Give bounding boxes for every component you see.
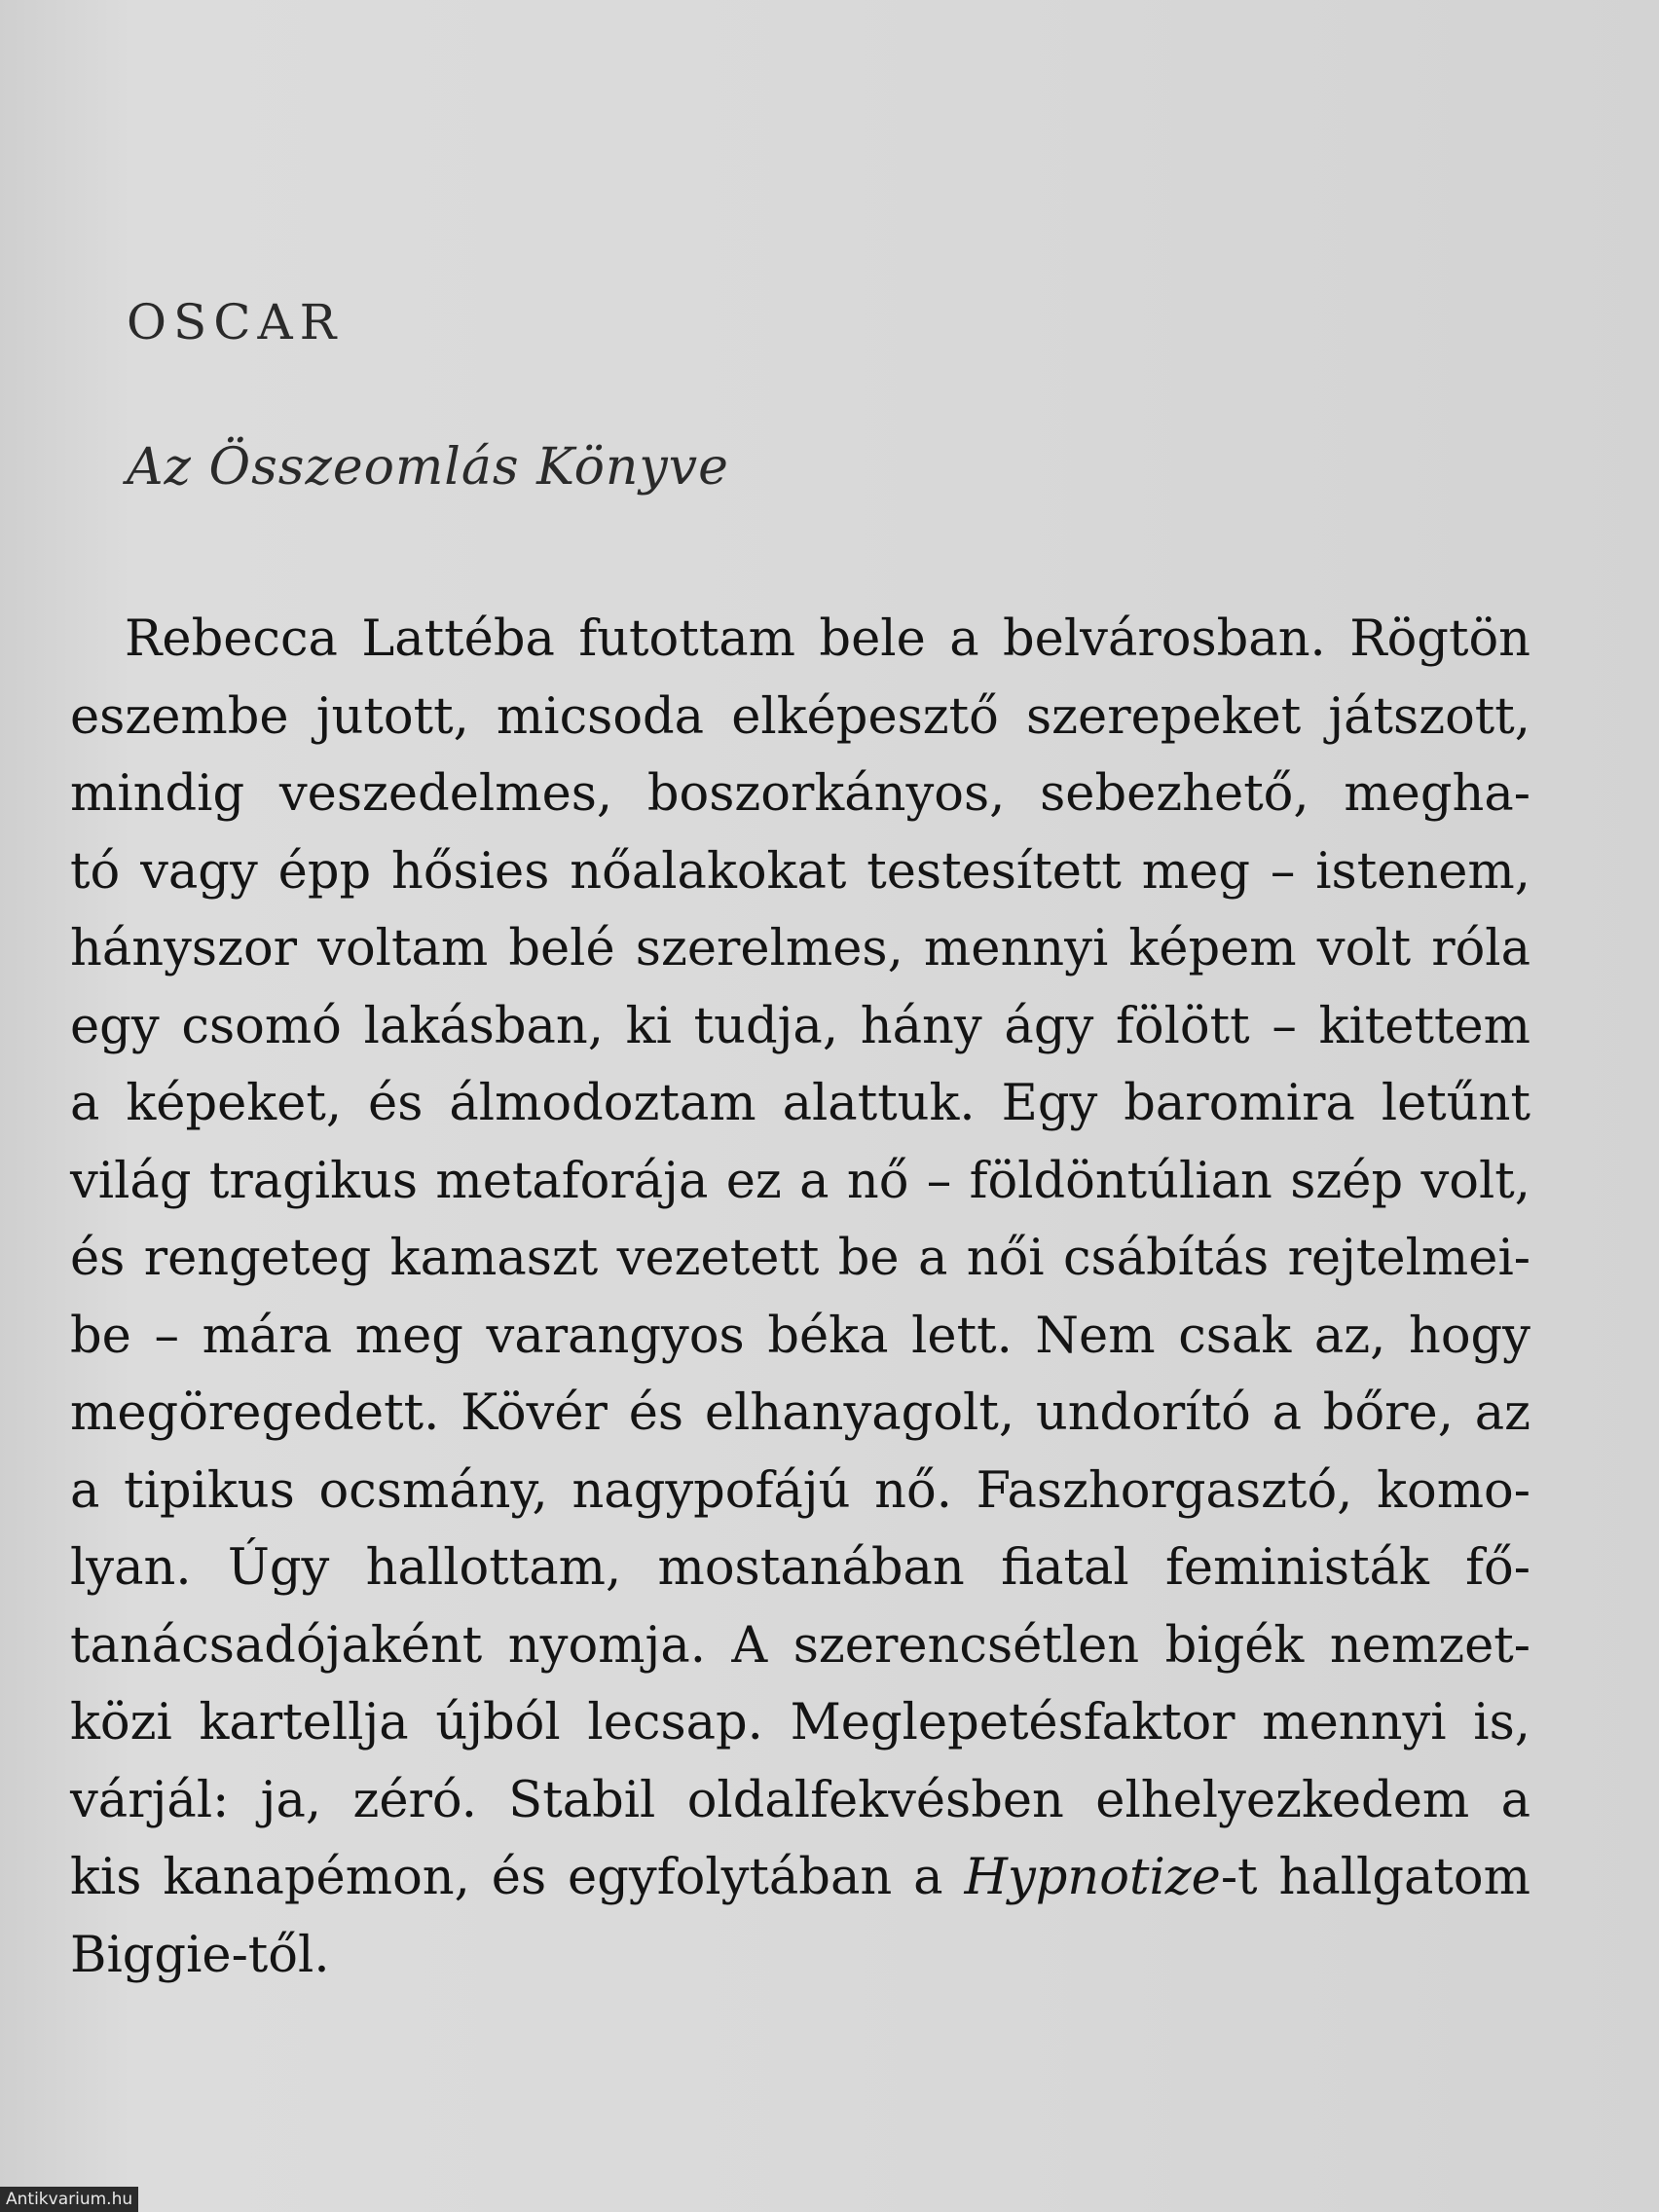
body-line: Rebecca Lattéba futottam bele a belvárosban. Rögtön (125, 610, 1530, 668)
body-line: várjál: ja, zéró. Stabil oldalfekvésben elhelyezkedem a (70, 1771, 1530, 1829)
section-label: OSCAR (127, 294, 344, 350)
body-line-segment: -t hallgatom (1220, 1849, 1530, 1906)
body-line: és rengeteg kamaszt vezetett be a női csábítás rejtelmei- (70, 1230, 1530, 1287)
body-line: eszembe jutott, micsoda elképesztő szerepeket játszott, (70, 687, 1530, 746)
body-line: egy csomó lakásban, ki tudja, hány ágy fölött – kitettem (70, 997, 1530, 1055)
body-line-last: Biggie-től. (70, 1926, 330, 1984)
body-line: a tipikus ocsmány, nagypofájú nő. Faszhorgasztó, komo- (70, 1461, 1530, 1520)
body-line: mindig veszedelmes, boszorkányos, sebezhető, megha- (70, 765, 1530, 823)
body-paragraph (70, 601, 1530, 1994)
body-line: tanácsadójaként nyomja. A szerencsétlen bigék nemzet- (70, 1616, 1530, 1675)
body-line: hányszor voltam belé szerelmes, mennyi képem volt róla (70, 920, 1530, 977)
body-line-segment: kis kanapémon, és egyfolytában a (70, 1849, 965, 1906)
body-line: megöregedett. Kövér és elhanyagolt, undorító a bőre, az (70, 1384, 1530, 1442)
body-line: a képeket, és álmodoztam alattuk. Egy baromira letűnt (70, 1075, 1530, 1132)
body-line: közi kartellja újból lecsap. Meglepetésfaktor mennyi is, (70, 1694, 1530, 1751)
body-line: tó vagy épp hősies nőalakokat testesített meg – istenem, (70, 842, 1530, 901)
body-line: világ tragikus metaforája ez a nő – földöntúlian szép volt, (70, 1152, 1530, 1210)
body-line-with-title (70, 1839, 1530, 1917)
chapter-title: Az Összeomlás Könyve (127, 438, 729, 497)
body-line: lyan. Úgy hallottam, mostanában fiatal feministák fő- (70, 1539, 1530, 1597)
body-line: be – mára meg varangyos béka lett. Nem csak az, hogy (70, 1307, 1530, 1365)
watermark: Antikvarium.hu (0, 2187, 138, 2212)
album-title: Hypnotize (964, 1849, 1221, 1906)
